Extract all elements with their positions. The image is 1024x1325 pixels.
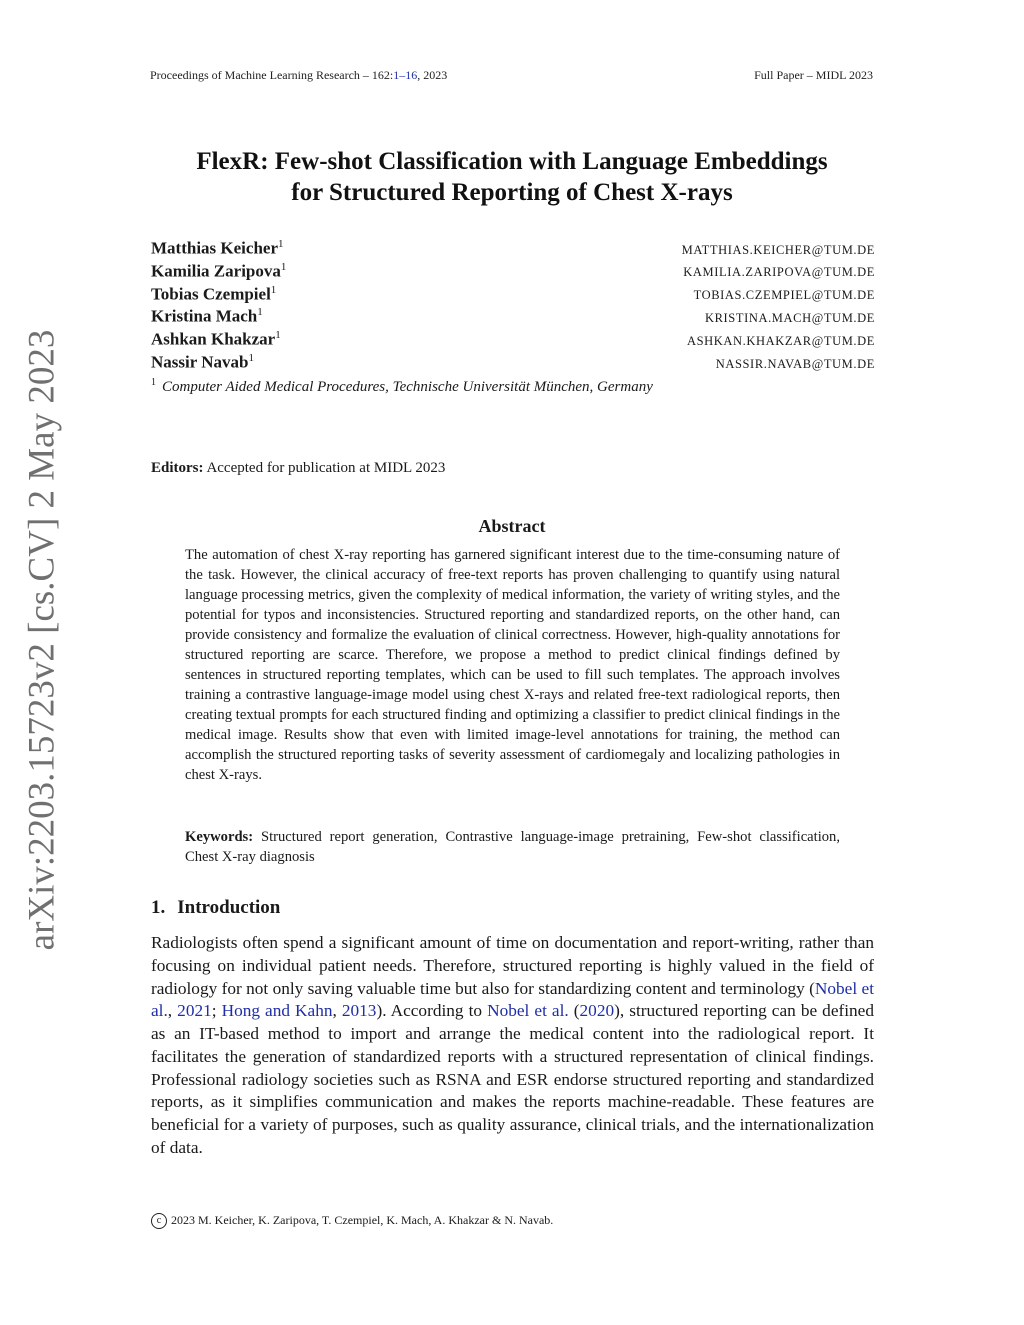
author-email[interactable]: NASSIR.NAVAB@TUM.DE xyxy=(715,356,875,371)
copyright-icon: c xyxy=(151,1213,167,1229)
editors-note: Editors: Accepted for publication at MIDL 2023 xyxy=(151,460,446,476)
title-line-1: FlexR: Few-shot Classification with Language Embeddings xyxy=(196,148,828,175)
intro-paragraph: Radiologists often spend a significant amount of time on documentation and report-writing, rather than focusing on individual patient needs. Therefore, structured reporting is highly valued in the field of radiology for not only saving valuable time but also for standardizing content and terminology (Nobel et al., 2021; Hong and Kahn, 2013). According to Nobel et al. (2020), structured reporting can be defined as an IT-based method to import and arrange the medical content into the radiological report. It facilitates the generation of standardized reports with a structured representation of clinical findings. Professional radiology societies such as RSNA and ESR endorse structured reporting and standardized reports, as it simplifies communication and makes the reports machine-readable. These features are beneficial for a variety of purposes, such as quality assurance, clinical trials, and the internationalization of data. xyxy=(151,933,874,1157)
author-email[interactable]: TOBIAS.CZEMPIEL@TUM.DE xyxy=(693,288,875,303)
author-row xyxy=(151,261,875,284)
title-line-2: for Structured Reporting of Chest X-rays xyxy=(291,179,733,206)
author-name: Nassir Navab$^1$ xyxy=(151,351,254,372)
citation-link[interactable]: Nobel et al. xyxy=(487,1001,569,1021)
author-row xyxy=(151,284,875,307)
author-row xyxy=(151,238,875,261)
abstract-heading: Abstract xyxy=(478,516,546,536)
author-email[interactable]: KAMILIA.ZARIPOVA@TUM.DE xyxy=(683,265,875,280)
author-name: Tobias Czempiel$^1$ xyxy=(151,283,277,304)
affiliation: $^1$ Computer Aided Medical Procedures, Technische Universität München, Germany xyxy=(151,377,653,395)
author-name: Matthias Keicher$^1$ xyxy=(151,238,284,258)
author-email[interactable]: KRISTINA.MACH@TUM.DE xyxy=(704,311,875,326)
citation-year-link[interactable]: 2021 xyxy=(177,1001,212,1021)
author-row xyxy=(151,352,875,375)
author-name: Ashkan Khakzar$^1$ xyxy=(151,329,281,349)
author-row xyxy=(151,306,875,329)
running-head-right: Full Paper – MIDL 2023 xyxy=(754,68,873,82)
author-row xyxy=(151,329,875,352)
keywords: Keywords: Structured report generation, Contrastive language-image pretraining, Few-shot classification, Chest X-ray diagnosis xyxy=(185,829,840,865)
paper-title xyxy=(150,146,874,208)
citation-year-link[interactable]: 2020 xyxy=(579,1001,615,1021)
section-heading: 1. Introduction xyxy=(151,897,281,918)
author-name: Kristina Mach$^1$ xyxy=(151,306,263,327)
citation-link[interactable]: Hong and Kahn xyxy=(221,1001,333,1021)
abstract-body: The automation of chest X-ray reporting has garnered significant interest due to the time-consuming nature of the task. However, the clinical accuracy of free-text reports has proven challenging to quantify using natural language processing metrics, given the complexity of medical information, the variety of writing styles, and the potential for typos and inconsistencies. Structured reporting and standardized reports, on the other hand, can provide consistency and formalize the evaluation of clinical correctness. However, high-quality annotations for structured reporting are scarce. Therefore, we propose a method to predict clinical findings defined by sentences in structured reporting templates, which can be used to fill such templates. The approach involves training a contrastive language-image model using chest X-rays and related free-text radiological reports, then creating textual prompts for each structured finding and optimizing a classifier to predict clinical findings in the medical image. Results show that even with limited image-level annotations for training, the method can accomplish the structured reporting tasks of severity assessment of cardiomegaly and localizing pathologies in chest X-rays. xyxy=(185,547,840,783)
running-head-left: Proceedings of Machine Learning Research – 162:1–16, 2023 xyxy=(150,68,448,82)
arxiv-stamp: arXiv:2203.15723v2 [cs.CV] 2 May 2023 xyxy=(21,329,63,951)
page-range-link[interactable]: 1–16 xyxy=(393,68,418,82)
author-email[interactable]: MATTHIAS.KEICHER@TUM.DE xyxy=(681,242,875,257)
copyright-notice: c 2023 M. Keicher, K. Zaripova, T. Czempiel, K. Mach, A. Khakzar & N. Navab. xyxy=(151,1213,553,1229)
author-email[interactable]: ASHKAN.KHAKZAR@TUM.DE xyxy=(687,333,875,348)
author-list xyxy=(151,238,875,375)
citation-link[interactable]: Nobel et al. xyxy=(151,978,874,1021)
author-name: Kamilia Zaripova$^1$ xyxy=(151,260,287,281)
citation-year-link[interactable]: 2013 xyxy=(341,1001,377,1021)
